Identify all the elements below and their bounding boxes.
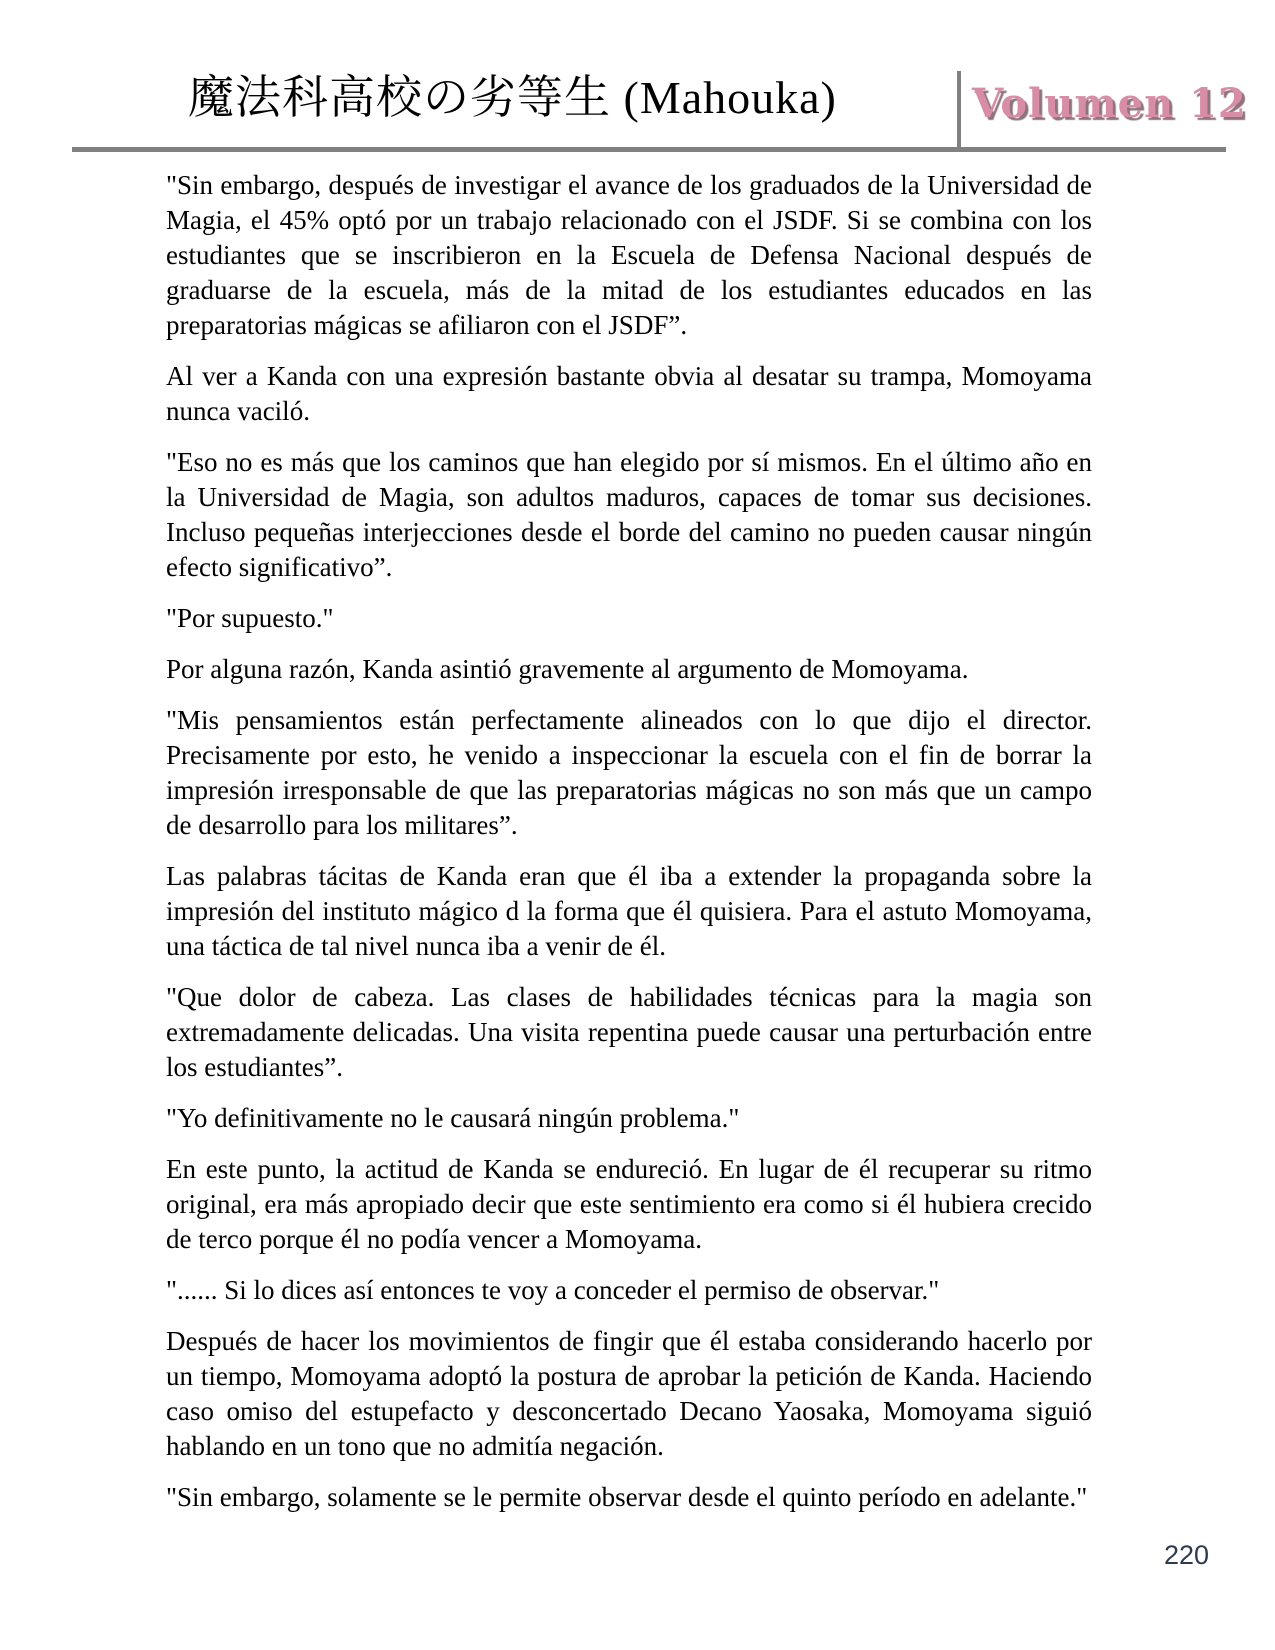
body-paragraph: Por alguna razón, Kanda asintió gravemente al argumento de Momoyama. <box>166 654 969 684</box>
body-paragraph: "Por supuesto." <box>166 603 334 633</box>
body-paragraph: "Sin embargo, después de investigar el avance de los graduados de la Universidad de Magia, el 45% optó por un trabajo relacionado con el JSDF. Si se combina con los estudiantes que se inscribieron en la Escuela de Defensa Nacional después de graduarse de la escuela, más de la mitad de los estudiantes educados en las preparatorias mágicas se afiliaron con el JSDF”. <box>166 170 1092 340</box>
body-paragraph: En este punto, la actitud de Kanda se endureció. En lugar de él recuperar su ritmo original, era más apropiado decir que este sentimiento era como si él hubiera crecido de terco porque él no podía vencer a Momoyama. <box>166 1154 1092 1254</box>
book-title: 魔法科高校の劣等生 (Mahouka) <box>188 72 837 123</box>
body-paragraph: "Eso no es más que los caminos que han elegido por sí mismos. En el último año en la Universidad de Magia, son adultos maduros, capaces de tomar sus decisiones. Incluso pequeñas interjecciones desde el borde del camino no pueden causar ningún efecto significativo”. <box>166 447 1092 582</box>
body-paragraph: "...... Si lo dices así entonces te voy a conceder el permiso de observar." <box>166 1275 940 1305</box>
header-rule <box>72 147 1226 152</box>
body-paragraph: Al ver a Kanda con una expresión bastante obvia al desatar su trampa, Momoyama nunca vaciló. <box>166 361 1092 426</box>
body-paragraph: "Sin embargo, solamente se le permite observar desde el quinto período en adelante." <box>166 1482 1088 1512</box>
page-body <box>166 168 1092 1531</box>
body-paragraph: "Mis pensamientos están perfectamente alineados con lo que dijo el director. Precisamente por esto, he venido a inspeccionar la escuela con el fin de borrar la impresión irresponsable de que las preparatorias mágicas no son más que un campo de desarrollo para los militares”. <box>166 705 1092 840</box>
body-paragraph: Las palabras tácitas de Kanda eran que él iba a extender la propaganda sobre la impresión del instituto mágico d la forma que él quisiera. Para el astuto Momoyama, una táctica de tal nivel nunca iba a venir de él. <box>166 861 1092 961</box>
body-paragraph: "Yo definitivamente no le causará ningún problema." <box>166 1103 740 1133</box>
body-paragraph: Después de hacer los movimientos de fingir que él estaba considerando hacerlo por un tiempo, Momoyama adoptó la postura de aprobar la petición de Kanda. Haciendo caso omiso del estupefacto y desconcertado Decano Yaosaka, Momoyama siguió hablando en un tono que no admitía negación. <box>166 1326 1092 1461</box>
volume-label: Volumen 12 <box>972 80 1247 127</box>
page-number: 220 <box>1163 1540 1209 1570</box>
header-divider-bar <box>957 71 961 148</box>
body-paragraph: "Que dolor de cabeza. Las clases de habilidades técnicas para la magia son extremadamente delicadas. Una visita repentina puede causar una perturbación entre los estudiantes”. <box>166 982 1092 1082</box>
